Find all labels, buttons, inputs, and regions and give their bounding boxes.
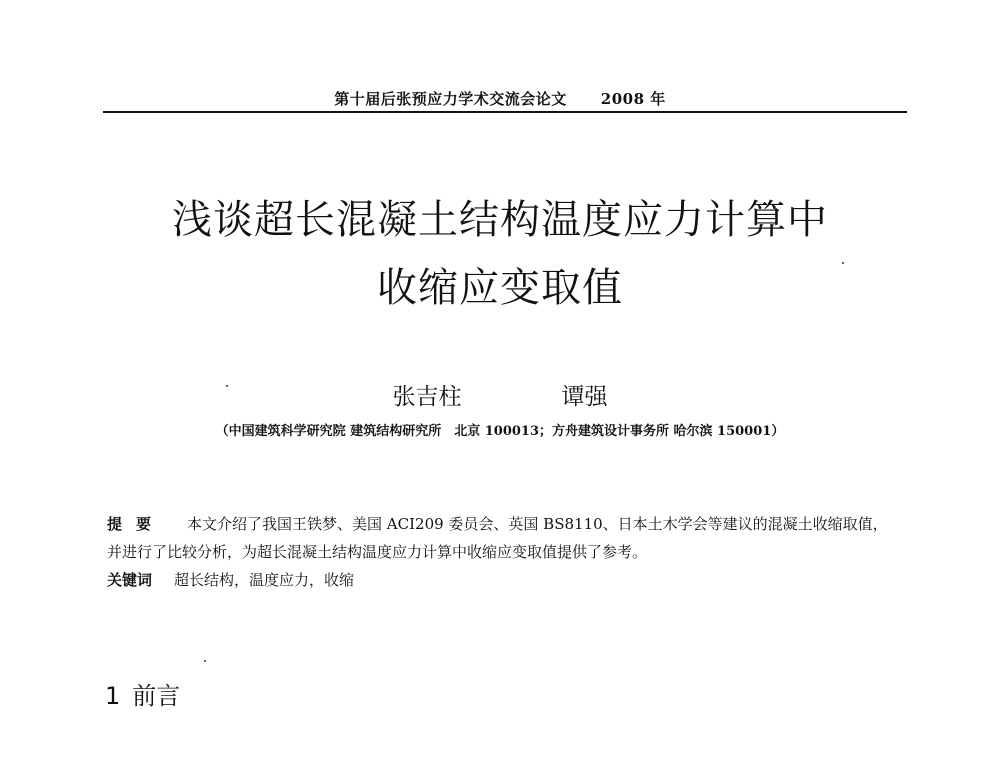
scan-speck	[842, 262, 844, 264]
running-header	[0, 88, 1000, 109]
conference-name: 第十届后张预应力学术交流会论文	[334, 90, 567, 108]
paper-title-line-2: 收缩应变取值	[377, 265, 623, 311]
scan-speck	[226, 385, 228, 387]
abstract-label: 提要	[107, 515, 166, 533]
keywords-text: 超长结构，温度应力，收缩	[174, 571, 355, 589]
author-affiliation: （中国建筑科学研究院 建筑结构研究所 北京 100013；方舟建筑设计事务所 哈尔滨 150001）	[215, 424, 785, 439]
section-number: 1	[105, 682, 121, 710]
section-heading	[105, 676, 180, 711]
conference-year: 2008 年	[600, 90, 666, 108]
abstract	[107, 510, 897, 566]
section-title: 前言	[132, 682, 181, 710]
abstract-text: 本文介绍了我国王铁梦、美国 ACI209 委员会、英国 BS8110、日本土木学会等建议的混凝土收缩取值，并进行了比较分析，为超长混凝土结构温度应力计算中收缩应变取值提供了参考。	[107, 515, 888, 561]
keywords	[107, 566, 897, 594]
author-name: 张吉柱	[392, 384, 462, 410]
keywords-label: 关键词	[107, 571, 153, 589]
author-list	[0, 378, 1000, 411]
author-name: 谭强	[561, 384, 608, 410]
scan-speck	[204, 660, 206, 662]
paper-title-line-1: 浅谈超长混凝土结构温度应力计算中	[172, 197, 828, 243]
header-rule	[103, 111, 907, 113]
